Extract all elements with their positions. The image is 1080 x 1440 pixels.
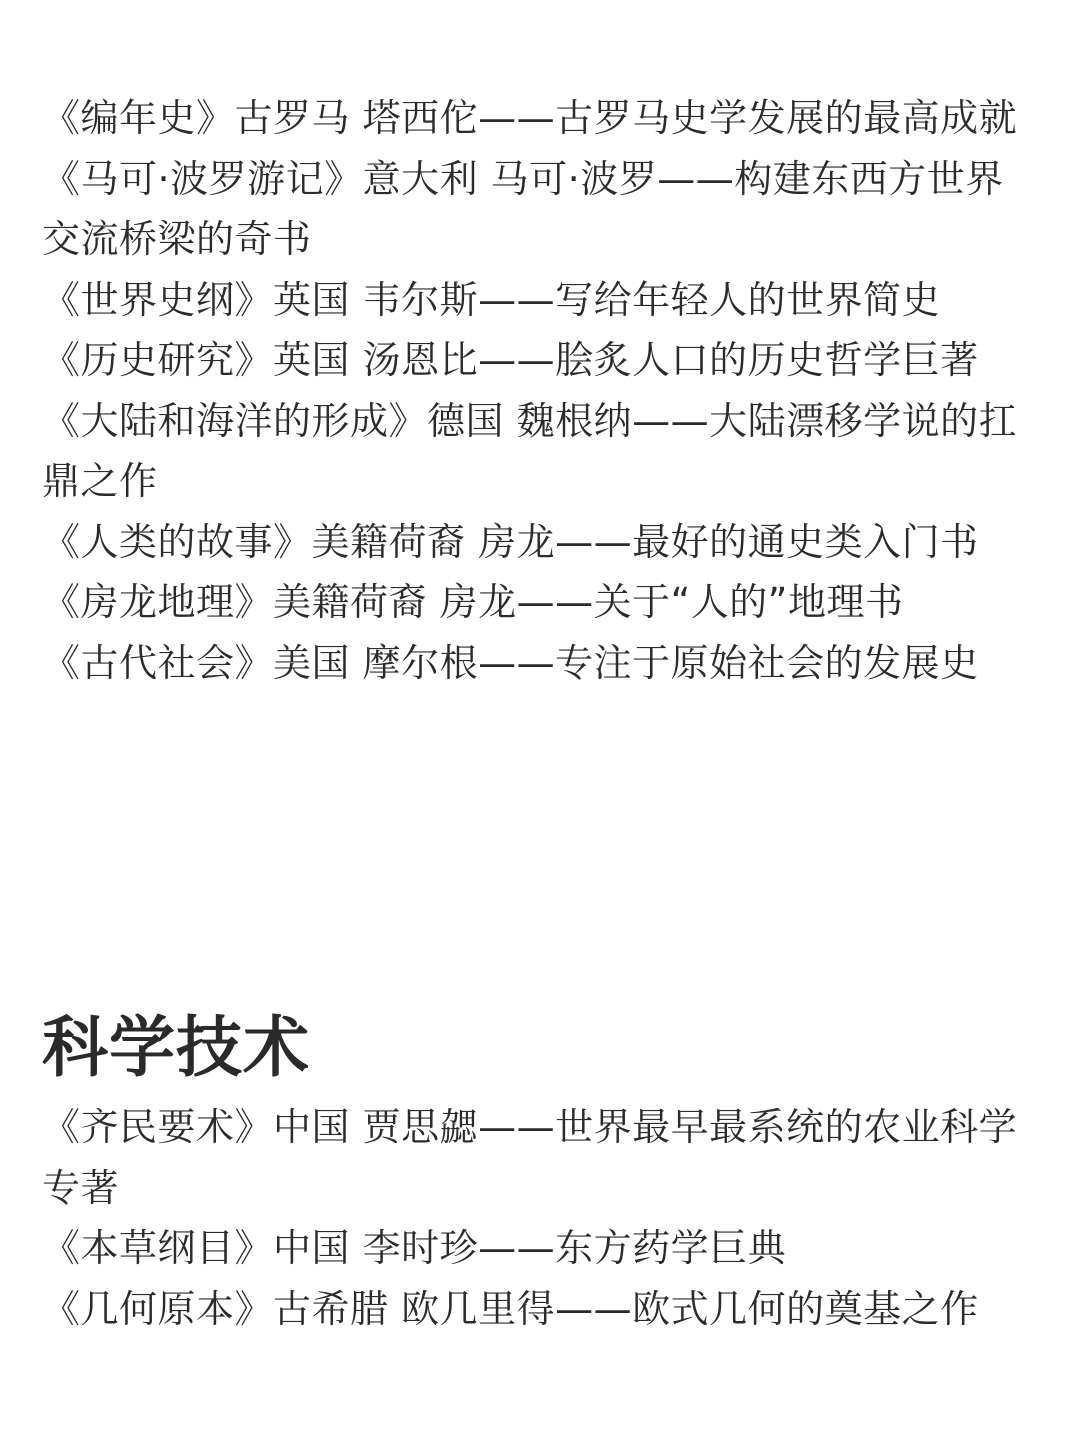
book-entry-bencao-gangmu: 《本草纲目》中国 李时珍——东方药学巨典 (42, 1226, 787, 1270)
book-entry-ancient-society: 《古代社会》美国 摩尔根——专注于原始社会的发展史 (42, 640, 979, 685)
book-entry-story-of-mankind: 《人类的故事》美籍荷裔 房龙——最好的通史类入门书 (42, 519, 979, 564)
book-entry-annals: 《编年史》古罗马 塔西佗——古罗马史学发展的最高成就 (42, 96, 1018, 140)
section-heading-science: 科学技术 (42, 1009, 310, 1086)
book-entry-outline-of-history: 《世界史纲》英国 韦尔斯——写给年轻人的世界简史 (42, 277, 941, 322)
book-entry-elements: 《几何原本》古希腊 欧几里得——欧式几何的奠基之作 (42, 1286, 979, 1331)
book-entry-qimin-yaoshu: 《齐民要术》中国 贾思勰——世界最早最系统的农业科学专著 (42, 1105, 1018, 1210)
book-entry-marco-polo: 《马可·波罗游记》意大利 马可·波罗——构建东西方世界交流桥梁的奇书 (42, 156, 1004, 261)
book-entry-van-loon-geography: 《房龙地理》美籍荷裔 房龙——关于“人的”地理书 (42, 580, 904, 624)
history-book-list (42, 88, 1032, 693)
book-entry-study-of-history: 《历史研究》英国 汤恩比——脍炙人口的历史哲学巨著 (42, 338, 979, 382)
science-technology-section (42, 1008, 1032, 1339)
book-entry-continents-oceans: 《大陆和海洋的形成》德国 魏根纳——大陆漂移学说的扛鼎之作 (42, 398, 1018, 503)
